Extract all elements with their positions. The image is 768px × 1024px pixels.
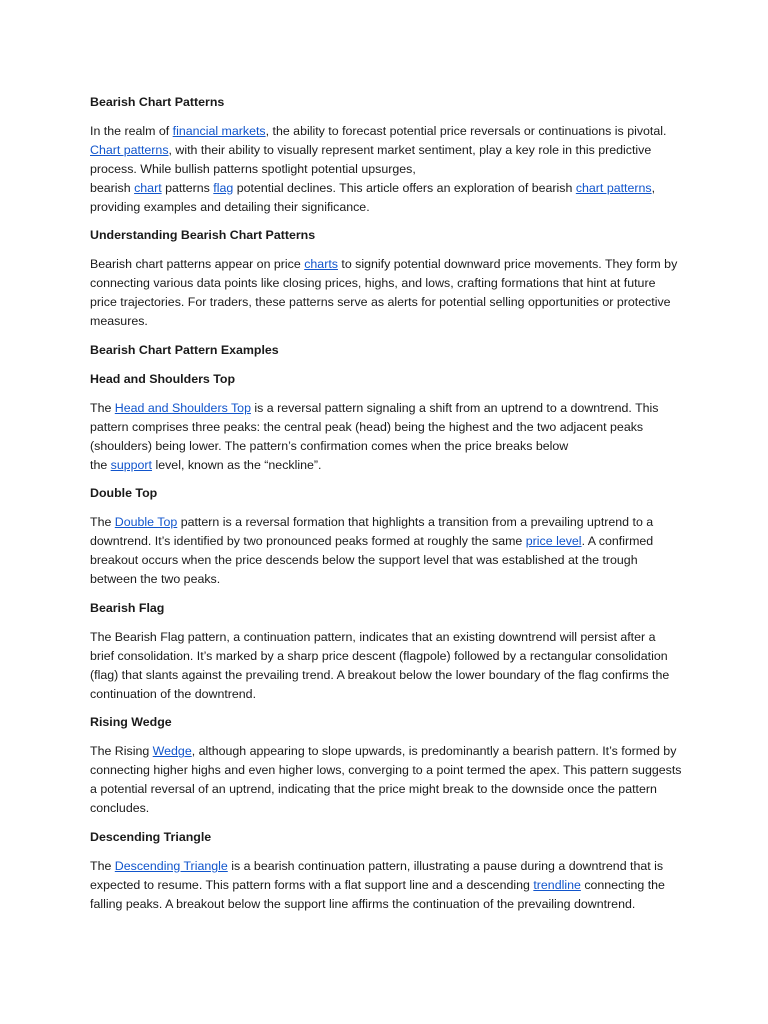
hs-text-1: The	[90, 400, 115, 415]
link-double-top[interactable]: Double Top	[114, 515, 178, 530]
dt-text-3: . A confirmed breakout occurs when the price descends below the support level that was established at the trough between the two peaks.	[90, 534, 654, 587]
intro-text-2: , the ability to forecast potential price reversals or continuations is pivotal.	[265, 123, 667, 138]
link-chart-patterns[interactable]: Chart patterns	[90, 142, 169, 157]
heading-examples: Bearish Chart Pattern Examples	[90, 342, 279, 357]
heading-head-shoulders: Head and Shoulders Top	[90, 371, 236, 386]
link-descending-triangle[interactable]: Descending Triangle	[114, 858, 228, 873]
document-page	[90, 93, 682, 914]
link-head-shoulders-top[interactable]: Head and Shoulders Top	[114, 400, 251, 415]
understanding-text-1: Bearish chart patterns appear on price	[90, 257, 305, 272]
intro-text-1: In the realm of	[90, 123, 173, 138]
bearish-flag-paragraph: The Bearish Flag pattern, a continuation pattern, indicates that an existing downtrend will persist after a brief consolidation. It’s marked by a sharp price descent (flagpole) followed by a rectangular consolidation (flag) that slants against the prevailing trend. A breakout below the lower boundary of the flag confirms the continuation of the downtrend.	[90, 629, 670, 701]
dt-text-2: pattern is a reversal formation that highlights a transition from a prevailing uptrend to a downtrend. It’s identified by two pronounced peaks formed at roughly the same	[90, 515, 654, 549]
link-trendline[interactable]: trendline	[533, 877, 581, 892]
hs-text-3: the	[90, 457, 111, 472]
dtri-text-2: is a bearish continuation pattern, illustrating a pause during a downtrend that is expected to resume. This pattern forms with a flat support line and a descending	[90, 858, 664, 892]
dt-text-1: The	[90, 515, 115, 530]
heading-descending-triangle: Descending Triangle	[90, 830, 212, 844]
heading-bearish-flag: Bearish Flag	[90, 600, 165, 615]
rising-wedge-paragraph	[90, 742, 682, 818]
hs-text-4: level, known as the “neckline”.	[152, 457, 322, 472]
intro-paragraph	[90, 122, 682, 217]
dtri-text-1: The	[90, 858, 115, 873]
heading-rising-wedge: Rising Wedge	[90, 715, 172, 730]
dtri-text-3: connecting the falling peaks. A breakout below the support line affirms the continuation of the prevailing downtrend.	[90, 877, 665, 911]
heading-double-top: Double Top	[90, 486, 158, 501]
understanding-paragraph	[90, 255, 682, 331]
intro-text-3: , with their ability to visually represent market sentiment, play a key role in this predictive process. While bullish patterns spotlight potential upsurges,	[90, 142, 652, 176]
intro-text-7: , providing examples and detailing their significance.	[90, 180, 656, 214]
link-chart-patterns-2[interactable]: chart patterns	[575, 180, 652, 195]
double-top-paragraph	[90, 513, 682, 589]
intro-text-5: patterns	[161, 180, 214, 195]
hs-text-2: is a reversal pattern signaling a shift from an uptrend to a downtrend. This pattern comprises three peaks: the central peak (head) being the highest and the two adjacent peaks (shoulders) being lower. The pattern’s confirmation comes when the price breaks below	[90, 400, 659, 453]
document-title: Bearish Chart Patterns	[90, 95, 225, 109]
link-flag[interactable]: flag	[213, 180, 234, 195]
head-shoulders-paragraph	[90, 399, 682, 475]
intro-text-6: potential declines. This article offers an exploration of bearish	[233, 180, 576, 195]
intro-text-4: bearish	[90, 180, 135, 195]
link-support[interactable]: support	[110, 457, 153, 472]
rw-text-2: , although appearing to slope upwards, is predominantly a bearish pattern. It’s formed by connecting higher highs and even higher lows, converging to a point termed the apex. This pattern suggests a potential reversal of an uptrend, indicating that the price might break to the downside once the pattern concludes.	[90, 744, 682, 816]
link-charts[interactable]: charts	[304, 257, 338, 272]
link-price-level[interactable]: price level	[525, 534, 582, 549]
descending-triangle-paragraph	[90, 857, 682, 914]
heading-understanding: Understanding Bearish Chart Patterns	[90, 228, 316, 243]
link-financial-markets[interactable]: financial markets	[172, 123, 266, 138]
link-chart[interactable]: chart	[134, 180, 162, 195]
rw-text-1: The Rising	[90, 744, 153, 759]
link-wedge[interactable]: Wedge	[152, 744, 192, 759]
understanding-text-2: to signify potential downward price movements. They form by connecting various data points like closing prices, highs, and lows, crafting formations that hint at future price trajectories. For traders, these patterns serve as alerts for potential selling opportunities or protective measures.	[90, 257, 678, 329]
